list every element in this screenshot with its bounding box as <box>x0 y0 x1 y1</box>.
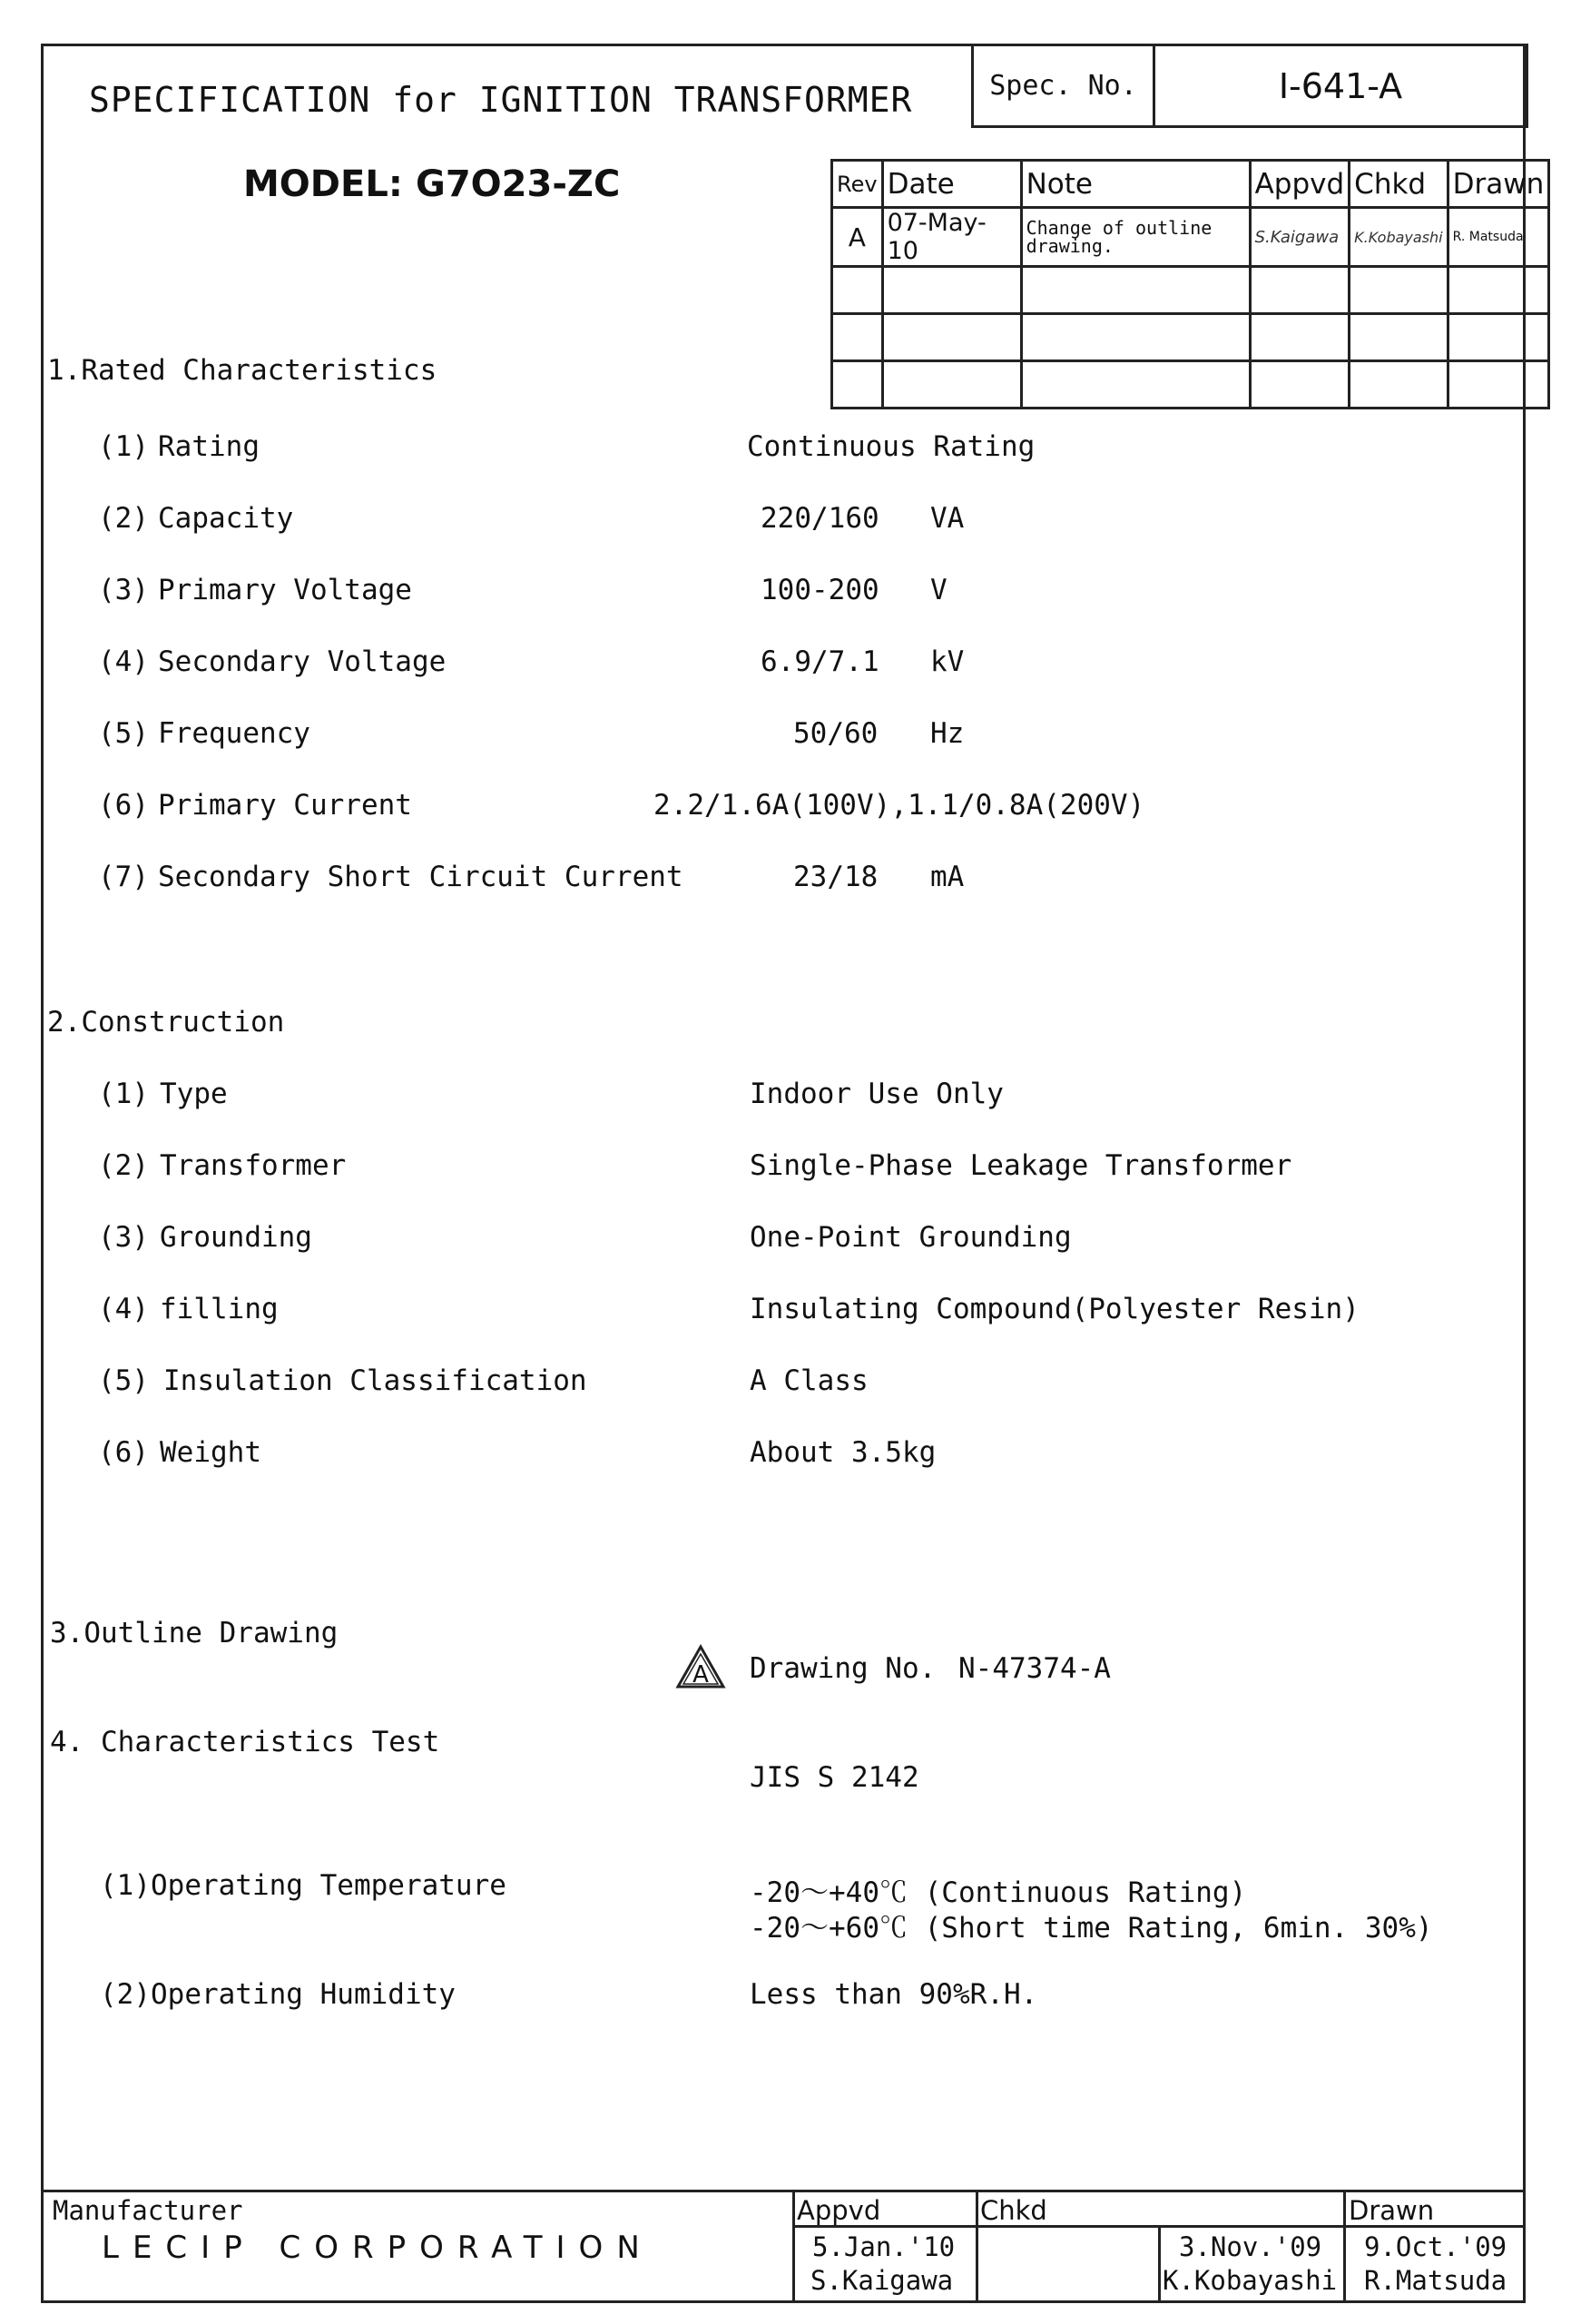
item-label: filling <box>160 1293 279 1325</box>
item-label: Weight <box>160 1436 261 1469</box>
footer-divider <box>976 2190 978 2303</box>
note-cell: Change of outline drawing. <box>1021 208 1250 267</box>
item-label: Frequency <box>158 717 310 750</box>
spec-no-value: I-641-A <box>1154 45 1527 127</box>
item-number: (5) <box>98 1364 149 1397</box>
item-number: (6) <box>98 1436 149 1469</box>
item-number: (4) <box>98 645 149 678</box>
item-value: 23/18 <box>793 861 879 893</box>
drawn-signature: R. Matsuda <box>1448 208 1549 267</box>
item-value: Insulating Compound(Polyester Resin) <box>750 1293 1360 1325</box>
item-number: (7) <box>98 861 149 893</box>
item-label: Primary Current <box>158 789 412 822</box>
item-value: Single-Phase Leakage Transformer <box>750 1149 1292 1182</box>
revision-empty-row <box>832 314 1549 361</box>
item-unit: kV <box>930 645 965 678</box>
drawn-name: R.Matsuda <box>1364 2265 1507 2296</box>
item-unit: VA <box>930 502 965 535</box>
item-number: (5) <box>98 717 149 750</box>
item-number: (2) <box>98 1149 149 1182</box>
item-label: Capacity <box>158 502 294 535</box>
drawn-date: 9.Oct.'09 <box>1364 2231 1507 2262</box>
chkd-name: K.Kobayashi <box>1163 2265 1338 2296</box>
revision-empty-row <box>832 267 1549 314</box>
item-label: Secondary Voltage <box>158 645 447 678</box>
chkd-header: Chkd <box>1350 161 1448 208</box>
item-number: (2) <box>98 502 149 535</box>
item-value: About 3.5kg <box>750 1436 937 1469</box>
rev-header: Rev <box>832 161 883 208</box>
drawing-no-value: N-47374-A <box>958 1652 1111 1685</box>
humidity-label: (2)Operating Humidity <box>100 1978 456 2011</box>
item-number: (4) <box>98 1293 149 1325</box>
manufacturer-name: LECIP CORPORATION <box>102 2230 653 2266</box>
rev-cell: A <box>832 208 883 267</box>
item-unit: Hz <box>930 717 965 750</box>
model-label: MODEL: <box>243 163 403 205</box>
chkd-signature: K.Kobayashi <box>1350 208 1448 267</box>
item-unit: mA <box>930 861 965 893</box>
chkd-label: Chkd <box>980 2195 1047 2226</box>
item-number: (3) <box>98 574 149 606</box>
appvd-label: Appvd <box>797 2195 881 2226</box>
item-number: (3) <box>98 1221 149 1254</box>
manufacturer-label: Manufacturer <box>53 2195 243 2226</box>
section4-heading: 4. Characteristics Test <box>50 1726 440 1758</box>
drawn-header: Drawn <box>1448 161 1549 208</box>
appvd-signature: S.Kaigawa <box>1250 208 1350 267</box>
temperature-line-2: -20～+60℃ (Short time Rating, 6min. 30%) <box>750 1912 1433 1945</box>
item-number: (1) <box>98 430 149 463</box>
document-title: SPECIFICATION for IGNITION TRANSFORMER <box>89 80 913 120</box>
revision-table <box>830 159 1550 409</box>
drawing-no-label: Drawing No. <box>750 1652 937 1685</box>
item-value: 6.9/7.1 <box>761 645 879 678</box>
date-cell: 07-May-10 <box>882 208 1021 267</box>
test-standard: JIS S 2142 <box>750 1761 919 1794</box>
temperature-line-1: -20～+40℃ (Continuous Rating) <box>750 1876 1247 1909</box>
section2-heading: 2.Construction <box>47 1006 285 1039</box>
item-label: Transformer <box>160 1149 347 1182</box>
item-value: Continuous Rating <box>747 430 1036 463</box>
item-value: One-Point Grounding <box>750 1221 1072 1254</box>
date-header: Date <box>882 161 1021 208</box>
item-label: Type <box>160 1078 228 1110</box>
section3-heading: 3.Outline Drawing <box>50 1617 339 1649</box>
appvd-header: Appvd <box>1250 161 1350 208</box>
item-unit: V <box>930 574 948 606</box>
revision-empty-row <box>832 361 1549 409</box>
model-value: G7O23-ZC <box>416 163 621 205</box>
temperature-label: (1)Operating Temperature <box>100 1869 506 1902</box>
item-value: 50/60 <box>793 717 879 750</box>
item-label: Grounding <box>160 1221 312 1254</box>
spec-no-box <box>971 44 1528 128</box>
revision-row <box>832 208 1549 267</box>
drawn-label: Drawn <box>1349 2195 1435 2226</box>
item-label: Secondary Short Circuit Current <box>158 861 683 893</box>
item-number: (6) <box>98 789 149 822</box>
humidity-value: Less than 90%R.H. <box>750 1978 1038 2011</box>
item-value: Indoor Use Only <box>750 1078 1004 1110</box>
footer-divider <box>792 2190 795 2303</box>
item-value: 100-200 <box>761 574 879 606</box>
appvd-date: 5.Jan.'10 <box>812 2231 956 2262</box>
item-value: 220/160 <box>761 502 879 535</box>
item-label: Rating <box>158 430 260 463</box>
footer-divider <box>1343 2190 1346 2303</box>
note-header: Note <box>1021 161 1250 208</box>
appvd-name: S.Kaigawa <box>810 2265 954 2296</box>
chkd-date: 3.Nov.'09 <box>1179 2231 1322 2262</box>
spec-no-label: Spec. No. <box>973 45 1154 127</box>
revision-header-row <box>832 161 1549 208</box>
item-label: Insulation Classification <box>163 1364 587 1397</box>
item-value: 2.2/1.6A(100V),1.1/0.8A(200V) <box>653 789 1145 822</box>
section1-heading: 1.Rated Characteristics <box>47 354 437 387</box>
footer-divider <box>1158 2227 1161 2303</box>
revision-triangle-icon <box>675 1644 726 1689</box>
item-number: (1) <box>98 1078 149 1110</box>
item-value: A Class <box>750 1364 869 1397</box>
item-label: Primary Voltage <box>158 574 412 606</box>
revision-mark: A <box>692 1661 709 1689</box>
